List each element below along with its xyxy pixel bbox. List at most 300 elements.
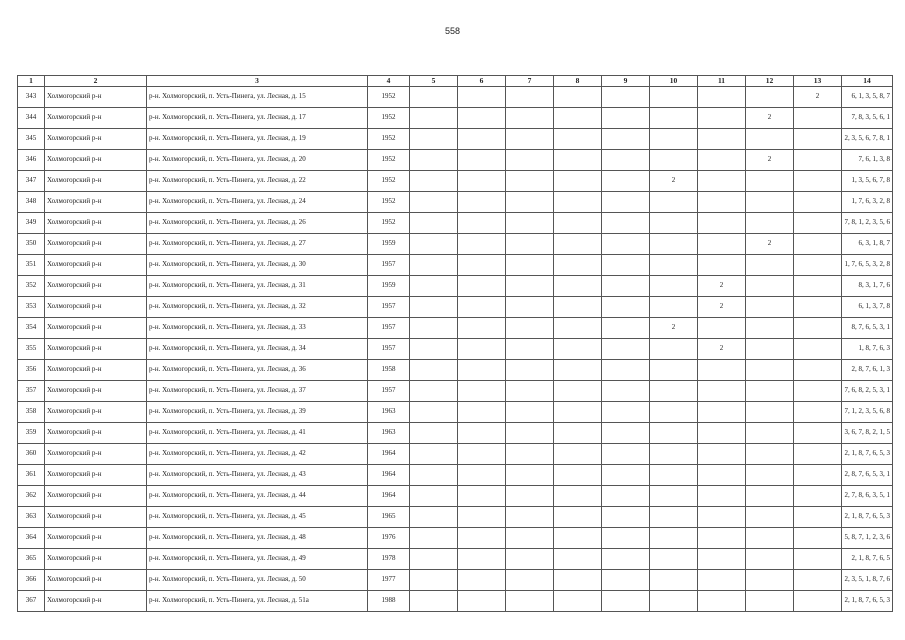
col11-cell [698,318,746,339]
year-cell: 1959 [368,276,410,297]
row-number: 343 [18,87,45,108]
table-row [18,108,893,129]
district-cell: Холмогорский р-н [45,402,147,423]
row-number: 363 [18,507,45,528]
col10-cell [650,402,698,423]
col11-cell [698,129,746,150]
district-cell: Холмогорский р-н [45,360,147,381]
table-row [18,486,893,507]
address-cell: р-н. Холмогорский, п. Усть-Пинега, ул. Лесная, д. 44 [147,486,368,507]
table-row [18,297,893,318]
col9-cell [602,402,650,423]
address-cell: р-н. Холмогорский, п. Усть-Пинега, ул. Лесная, д. 48 [147,528,368,549]
col5-cell [410,192,458,213]
year-cell: 1964 [368,444,410,465]
col9-cell [602,381,650,402]
year-cell: 1952 [368,213,410,234]
sequence-cell: 2, 1, 8, 7, 6, 5, 3 [842,591,893,612]
col10-cell [650,213,698,234]
column-header-1: 1 [18,76,45,87]
district-cell: Холмогорский р-н [45,549,147,570]
year-cell: 1963 [368,402,410,423]
col12-cell [746,171,794,192]
col8-cell [554,171,602,192]
col8-cell [554,402,602,423]
col11-cell [698,360,746,381]
address-cell: р-н. Холмогорский, п. Усть-Пинега, ул. Лесная, д. 37 [147,381,368,402]
district-cell: Холмогорский р-н [45,507,147,528]
col10-cell [650,570,698,591]
col10-cell [650,486,698,507]
row-number: 352 [18,276,45,297]
district-cell: Холмогорский р-н [45,465,147,486]
district-cell: Холмогорский р-н [45,591,147,612]
col11-cell [698,87,746,108]
col8-cell [554,213,602,234]
col13-cell [794,381,842,402]
district-cell: Холмогорский р-н [45,486,147,507]
col7-cell [506,255,554,276]
col10-cell [650,129,698,150]
column-header-13: 13 [794,76,842,87]
col5-cell [410,486,458,507]
year-cell: 1964 [368,486,410,507]
buildings-table [17,75,893,612]
col8-cell [554,507,602,528]
col13-cell [794,570,842,591]
col12-cell [746,591,794,612]
sequence-cell: 6, 1, 3, 7, 8 [842,297,893,318]
page-number: 558 [444,26,461,36]
col8-cell [554,150,602,171]
year-cell: 1957 [368,318,410,339]
col6-cell [458,591,506,612]
col5-cell [410,444,458,465]
table-header-row [18,76,893,87]
row-number: 346 [18,150,45,171]
col12-cell [746,129,794,150]
sequence-cell: 2, 1, 8, 7, 6, 5 [842,549,893,570]
address-cell: р-н. Холмогорский, п. Усть-Пинега, ул. Лесная, д. 19 [147,129,368,150]
year-cell: 1964 [368,465,410,486]
district-cell: Холмогорский р-н [45,108,147,129]
col5-cell [410,423,458,444]
column-header-3: 3 [147,76,368,87]
col13-cell [794,507,842,528]
row-number: 360 [18,444,45,465]
col12-cell [746,192,794,213]
sequence-cell: 3, 6, 7, 8, 2, 1, 5 [842,423,893,444]
col5-cell [410,360,458,381]
table-row [18,444,893,465]
col7-cell [506,507,554,528]
col11-cell [698,591,746,612]
table-row [18,171,893,192]
table-row [18,507,893,528]
col5-cell [410,297,458,318]
col13-cell [794,108,842,129]
column-header-10: 10 [650,76,698,87]
col6-cell [458,255,506,276]
col13-cell [794,465,842,486]
col12-cell [746,402,794,423]
table-row [18,360,893,381]
col11-cell [698,486,746,507]
col7-cell [506,234,554,255]
col9-cell [602,150,650,171]
col5-cell [410,549,458,570]
col10-cell [650,150,698,171]
col12-cell: 2 [746,234,794,255]
col13-cell [794,549,842,570]
address-cell: р-н. Холмогорский, п. Усть-Пинега, ул. Лесная, д. 32 [147,297,368,318]
column-header-4: 4 [368,76,410,87]
sequence-cell: 7, 6, 8, 2, 5, 3, 1 [842,381,893,402]
col7-cell [506,465,554,486]
col9-cell [602,339,650,360]
col8-cell [554,192,602,213]
address-cell: р-н. Холмогорский, п. Усть-Пинега, ул. Лесная, д. 41 [147,423,368,444]
col12-cell [746,360,794,381]
col12-cell: 2 [746,108,794,129]
col10-cell [650,591,698,612]
col12-cell [746,339,794,360]
district-cell: Холмогорский р-н [45,297,147,318]
col8-cell [554,381,602,402]
col5-cell [410,213,458,234]
address-cell: р-н. Холмогорский, п. Усть-Пинега, ул. Лесная, д. 30 [147,255,368,276]
sequence-cell: 7, 8, 1, 2, 3, 5, 6 [842,213,893,234]
column-header-12: 12 [746,76,794,87]
district-cell: Холмогорский р-н [45,87,147,108]
sequence-cell: 2, 1, 8, 7, 6, 5, 3 [842,507,893,528]
col13-cell [794,192,842,213]
row-number: 362 [18,486,45,507]
year-cell: 1963 [368,423,410,444]
col6-cell [458,297,506,318]
col5-cell [410,150,458,171]
col6-cell [458,108,506,129]
col13-cell [794,444,842,465]
sequence-cell: 1, 7, 6, 5, 3, 2, 8 [842,255,893,276]
column-header-8: 8 [554,76,602,87]
col7-cell [506,360,554,381]
col12-cell [746,318,794,339]
col6-cell [458,570,506,591]
col10-cell [650,507,698,528]
col12-cell [746,381,794,402]
address-cell: р-н. Холмогорский, п. Усть-Пинега, ул. Лесная, д. 34 [147,339,368,360]
table-row [18,255,893,276]
col12-cell [746,255,794,276]
col13-cell [794,129,842,150]
table-row [18,549,893,570]
address-cell: р-н. Холмогорский, п. Усть-Пинега, ул. Лесная, д. 15 [147,87,368,108]
address-cell: р-н. Холмогорский, п. Усть-Пинега, ул. Лесная, д. 36 [147,360,368,381]
col6-cell [458,486,506,507]
year-cell: 1977 [368,570,410,591]
col6-cell [458,171,506,192]
col11-cell [698,192,746,213]
row-number: 348 [18,192,45,213]
col10-cell [650,360,698,381]
sequence-cell: 6, 3, 1, 8, 7 [842,234,893,255]
row-number: 358 [18,402,45,423]
col7-cell [506,402,554,423]
col12-cell [746,423,794,444]
column-header-2: 2 [45,76,147,87]
col10-cell [650,465,698,486]
table-row [18,129,893,150]
col10-cell [650,444,698,465]
col10-cell [650,108,698,129]
column-header-11: 11 [698,76,746,87]
col11-cell [698,528,746,549]
sequence-cell: 2, 7, 8, 6, 3, 5, 1 [842,486,893,507]
address-cell: р-н. Холмогорский, п. Усть-Пинега, ул. Лесная, д. 49 [147,549,368,570]
col10-cell [650,87,698,108]
col9-cell [602,234,650,255]
row-number: 356 [18,360,45,381]
col9-cell [602,423,650,444]
year-cell: 1976 [368,528,410,549]
col6-cell [458,528,506,549]
col12-cell [746,465,794,486]
col10-cell [650,255,698,276]
sequence-cell: 2, 1, 8, 7, 6, 5, 3 [842,444,893,465]
district-cell: Холмогорский р-н [45,528,147,549]
col10-cell [650,297,698,318]
sequence-cell: 2, 3, 5, 6, 7, 8, 1 [842,129,893,150]
col7-cell [506,486,554,507]
col12-cell [746,507,794,528]
address-cell: р-н. Холмогорский, п. Усть-Пинега, ул. Лесная, д. 26 [147,213,368,234]
column-header-14: 14 [842,76,893,87]
col13-cell [794,591,842,612]
col11-cell [698,255,746,276]
row-number: 347 [18,171,45,192]
col6-cell [458,465,506,486]
address-cell: р-н. Холмогорский, п. Усть-Пинега, ул. Лесная, д. 27 [147,234,368,255]
col9-cell [602,528,650,549]
col8-cell [554,360,602,381]
col10-cell [650,423,698,444]
table-row [18,87,893,108]
col6-cell [458,423,506,444]
col7-cell [506,591,554,612]
col9-cell [602,465,650,486]
year-cell: 1957 [368,381,410,402]
table-row [18,318,893,339]
address-cell: р-н. Холмогорский, п. Усть-Пинега, ул. Лесная, д. 31 [147,276,368,297]
col10-cell [650,276,698,297]
col7-cell [506,276,554,297]
col6-cell [458,276,506,297]
col12-cell [746,276,794,297]
row-number: 350 [18,234,45,255]
year-cell: 1959 [368,234,410,255]
col6-cell [458,318,506,339]
col8-cell [554,318,602,339]
sequence-cell: 6, 1, 3, 5, 8, 7 [842,87,893,108]
column-header-7: 7 [506,76,554,87]
sequence-cell: 8, 7, 6, 5, 3, 1 [842,318,893,339]
col11-cell [698,150,746,171]
col6-cell [458,549,506,570]
col7-cell [506,171,554,192]
col10-cell [650,549,698,570]
row-number: 345 [18,129,45,150]
col6-cell [458,444,506,465]
address-cell: р-н. Холмогорский, п. Усть-Пинега, ул. Лесная, д. 24 [147,192,368,213]
col8-cell [554,276,602,297]
col13-cell [794,360,842,381]
col8-cell [554,465,602,486]
col8-cell [554,339,602,360]
col11-cell [698,402,746,423]
col11-cell [698,549,746,570]
year-cell: 1957 [368,255,410,276]
col11-cell [698,108,746,129]
address-cell: р-н. Холмогорский, п. Усть-Пинега, ул. Лесная, д. 20 [147,150,368,171]
column-header-6: 6 [458,76,506,87]
row-number: 353 [18,297,45,318]
col8-cell [554,129,602,150]
col13-cell [794,255,842,276]
address-cell: р-н. Холмогорский, п. Усть-Пинега, ул. Лесная, д. 42 [147,444,368,465]
row-number: 354 [18,318,45,339]
row-number: 349 [18,213,45,234]
year-cell: 1978 [368,549,410,570]
table-row [18,570,893,591]
col8-cell [554,549,602,570]
col13-cell [794,318,842,339]
address-cell: р-н. Холмогорский, п. Усть-Пинега, ул. Лесная, д. 33 [147,318,368,339]
col10-cell [650,234,698,255]
col11-cell [698,570,746,591]
col13-cell [794,276,842,297]
col12-cell [746,549,794,570]
col11-cell [698,465,746,486]
col13-cell [794,423,842,444]
row-number: 361 [18,465,45,486]
col11-cell [698,213,746,234]
col6-cell [458,360,506,381]
year-cell: 1952 [368,129,410,150]
col8-cell [554,528,602,549]
table-row [18,423,893,444]
year-cell: 1958 [368,360,410,381]
row-number: 357 [18,381,45,402]
col6-cell [458,150,506,171]
sequence-cell: 7, 6, 1, 3, 8 [842,150,893,171]
col8-cell [554,87,602,108]
sequence-cell: 7, 8, 3, 5, 6, 1 [842,108,893,129]
address-cell: р-н. Холмогорский, п. Усть-Пинега, ул. Лесная, д. 17 [147,108,368,129]
col9-cell [602,192,650,213]
col13-cell [794,297,842,318]
col13-cell [794,213,842,234]
table-row [18,528,893,549]
col5-cell [410,171,458,192]
col5-cell [410,570,458,591]
col9-cell [602,486,650,507]
col12-cell: 2 [746,150,794,171]
col5-cell [410,528,458,549]
sequence-cell: 1, 3, 5, 6, 7, 8 [842,171,893,192]
table-row [18,465,893,486]
column-header-9: 9 [602,76,650,87]
col13-cell [794,486,842,507]
col7-cell [506,549,554,570]
year-cell: 1957 [368,297,410,318]
col9-cell [602,87,650,108]
col7-cell [506,570,554,591]
address-cell: р-н. Холмогорский, п. Усть-Пинега, ул. Лесная, д. 51а [147,591,368,612]
row-number: 367 [18,591,45,612]
col8-cell [554,570,602,591]
col6-cell [458,339,506,360]
sequence-cell: 7, 1, 2, 3, 5, 6, 8 [842,402,893,423]
col5-cell [410,234,458,255]
sequence-cell: 8, 3, 1, 7, 6 [842,276,893,297]
year-cell: 1965 [368,507,410,528]
col6-cell [458,129,506,150]
row-number: 364 [18,528,45,549]
col11-cell [698,423,746,444]
col13-cell [794,234,842,255]
sequence-cell: 1, 7, 6, 3, 2, 8 [842,192,893,213]
col9-cell [602,591,650,612]
col13-cell [794,528,842,549]
sequence-cell: 2, 8, 7, 6, 1, 3 [842,360,893,381]
row-number: 359 [18,423,45,444]
year-cell: 1957 [368,339,410,360]
table-row [18,591,893,612]
col6-cell [458,192,506,213]
col12-cell [746,444,794,465]
col5-cell [410,381,458,402]
col9-cell [602,255,650,276]
year-cell: 1952 [368,150,410,171]
district-cell: Холмогорский р-н [45,129,147,150]
column-header-5: 5 [410,76,458,87]
district-cell: Холмогорский р-н [45,276,147,297]
col7-cell [506,150,554,171]
col9-cell [602,171,650,192]
district-cell: Холмогорский р-н [45,234,147,255]
col5-cell [410,129,458,150]
table-row [18,381,893,402]
year-cell: 1952 [368,87,410,108]
col5-cell [410,507,458,528]
row-number: 351 [18,255,45,276]
col11-cell: 2 [698,339,746,360]
col10-cell [650,381,698,402]
table-row [18,339,893,360]
col9-cell [602,213,650,234]
sequence-cell: 2, 8, 7, 6, 5, 3, 1 [842,465,893,486]
col7-cell [506,129,554,150]
district-cell: Холмогорский р-н [45,339,147,360]
col11-cell [698,234,746,255]
row-number: 365 [18,549,45,570]
col9-cell [602,444,650,465]
col8-cell [554,591,602,612]
col9-cell [602,318,650,339]
sequence-cell: 1, 8, 7, 6, 3 [842,339,893,360]
col12-cell [746,213,794,234]
